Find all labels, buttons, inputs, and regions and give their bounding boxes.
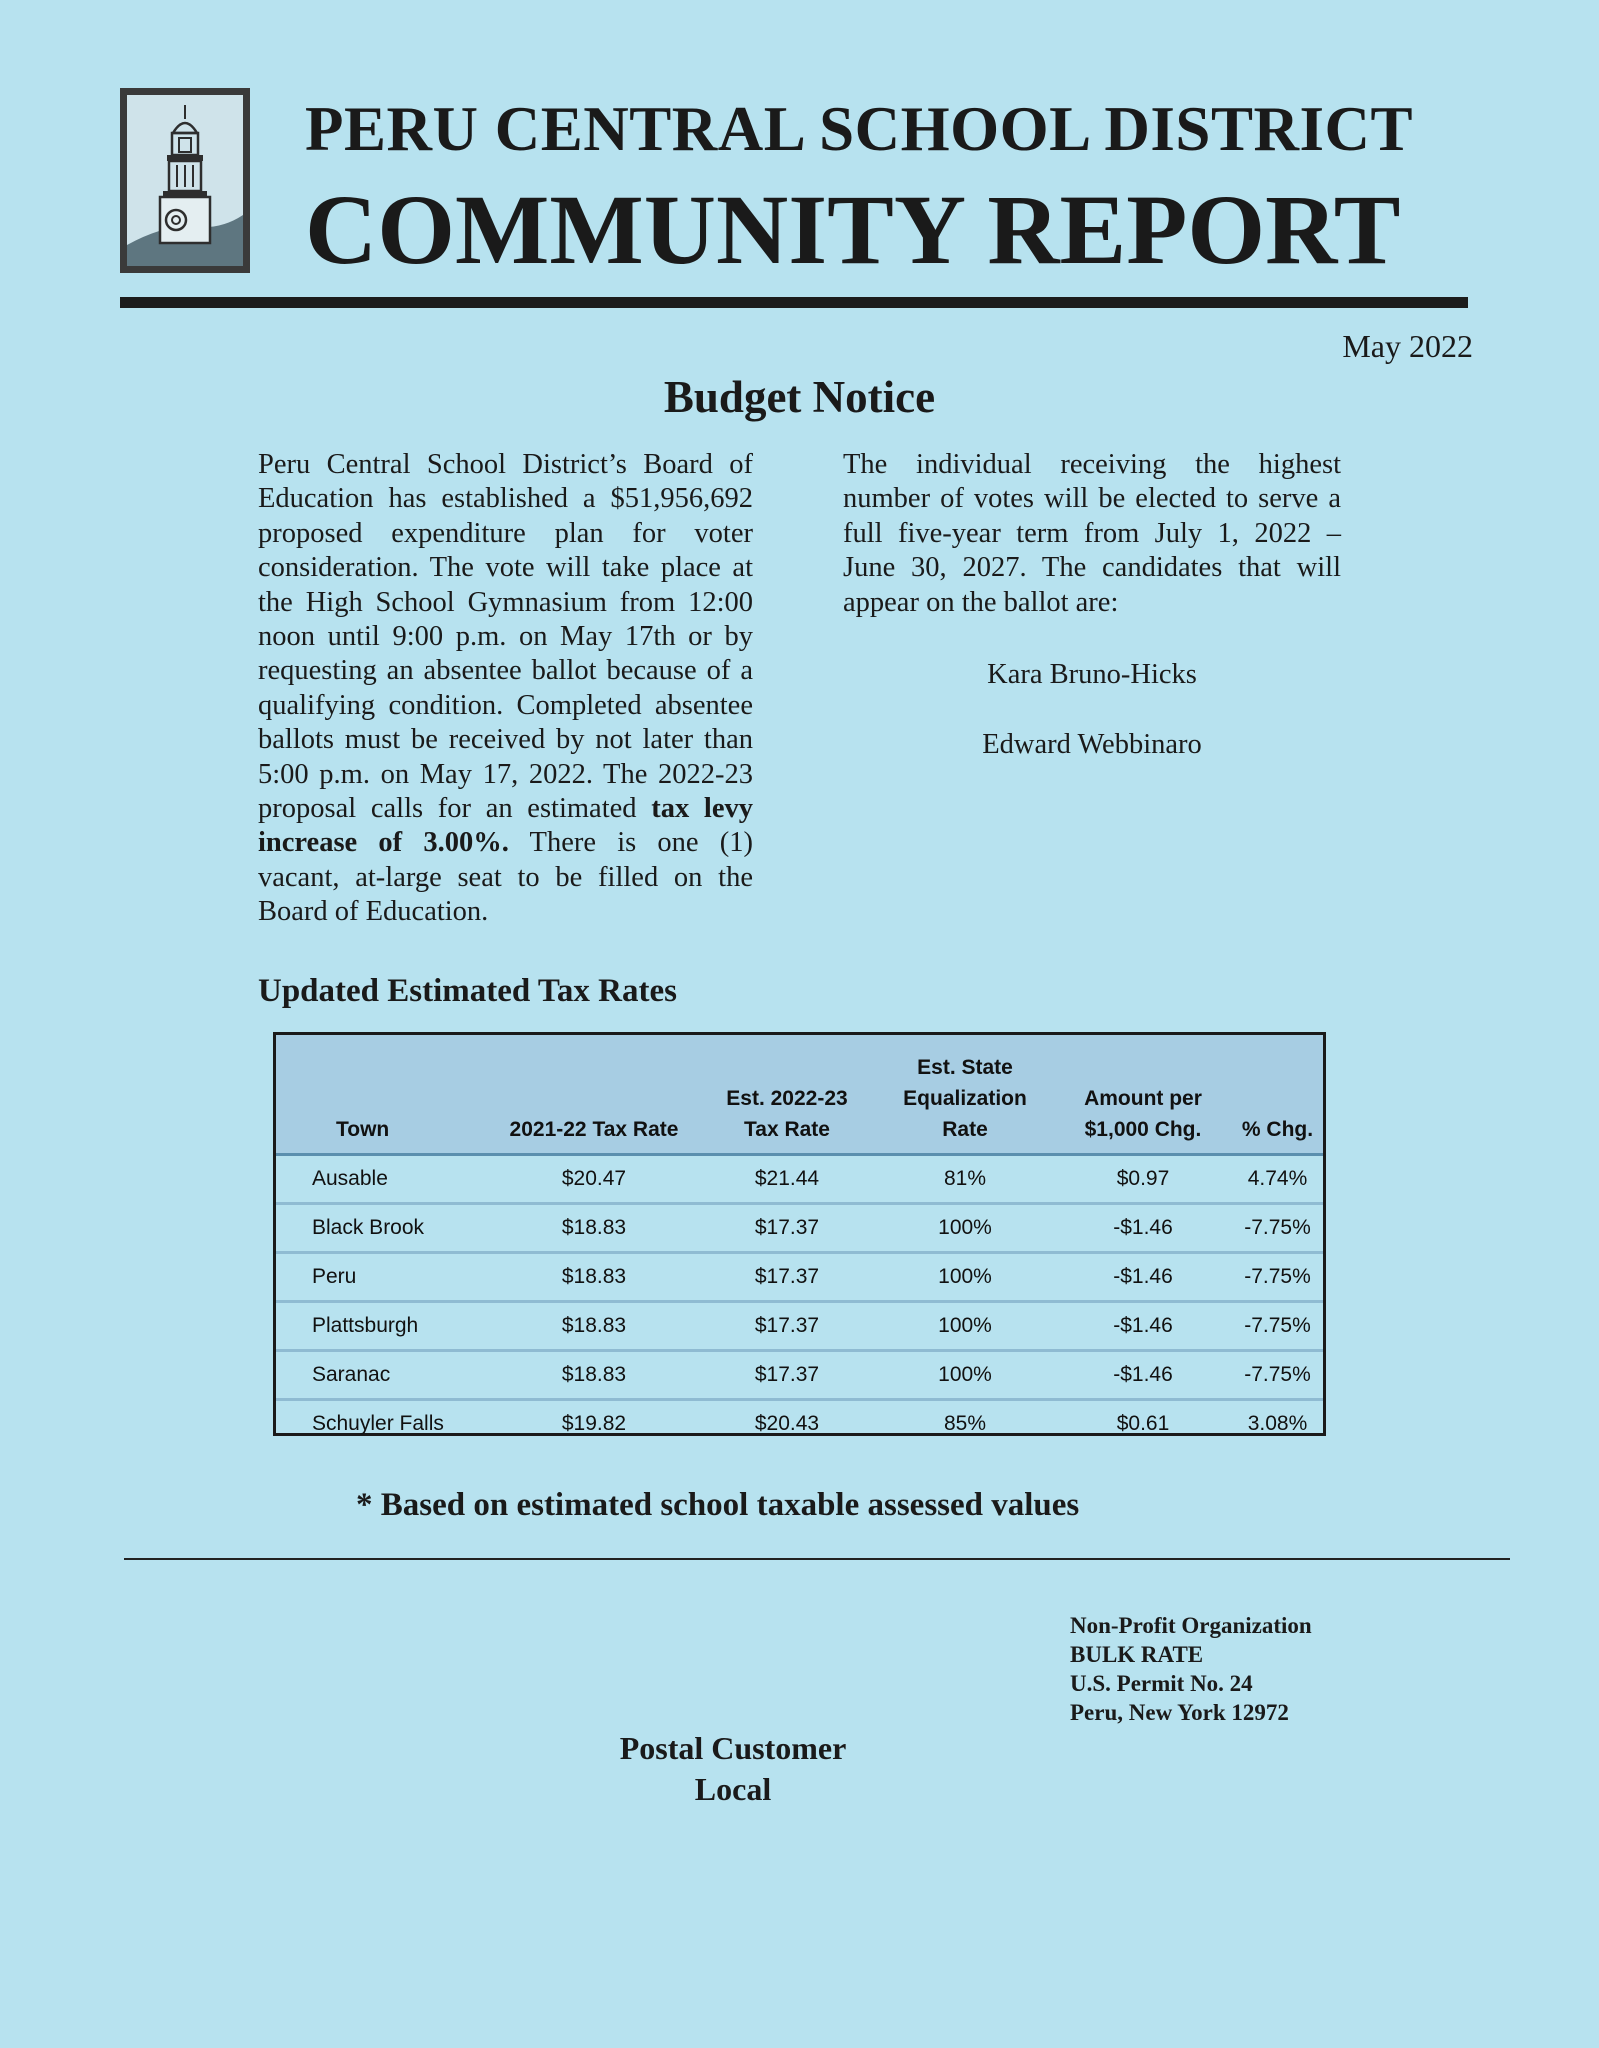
tax-rates-table xyxy=(273,1032,1326,1436)
cell-town: Black Brook xyxy=(276,1204,490,1253)
tax-levy-highlight: tax levy increase of 3.00%. xyxy=(258,793,753,859)
budget-notice-right-column: The individual receiving the highest number of votes will be elected to serve a full five-year term from July 1, 2022 – June 30, 2027. The candidates that will appear on the ballot are: xyxy=(843,449,1341,618)
issue-date: May 2022 xyxy=(1342,328,1473,364)
budget-notice-left-column xyxy=(258,448,753,930)
report-title: COMMUNITY REPORT xyxy=(305,174,1401,285)
cell-pct-change: 4.74% xyxy=(1232,1155,1323,1204)
cell-rate-2022-23: $21.44 xyxy=(698,1155,876,1204)
district-name: PERU CENTRAL SCHOOL DISTRICT xyxy=(305,94,1414,164)
header-town: Town xyxy=(276,1035,490,1155)
cell-rate-2021-22: $18.83 xyxy=(490,1204,698,1253)
cell-town: Peru xyxy=(276,1253,490,1302)
table-row xyxy=(276,1155,1323,1204)
header-pct-change: % Chg. xyxy=(1232,1035,1323,1155)
tax-rates-title: Updated Estimated Tax Rates xyxy=(258,973,677,1009)
recipient-line: Local xyxy=(694,1771,772,1807)
table-row xyxy=(276,1351,1323,1400)
cell-pct-change: -7.75% xyxy=(1232,1351,1323,1400)
header-rate-2021-22: 2021-22 Tax Rate xyxy=(490,1035,698,1155)
cell-amount-per-1000: -$1.46 xyxy=(1054,1204,1232,1253)
header-divider xyxy=(120,297,1468,308)
cell-amount-per-1000: $0.61 xyxy=(1116,1412,1170,1435)
postal-indicia xyxy=(1070,1611,1312,1727)
table-footnote: * Based on estimated school taxable assessed values xyxy=(356,1487,1080,1523)
candidate-name: Kara Bruno-Hicks xyxy=(987,659,1197,690)
left-text-part-2: There is one (1) vacant, at-large seat to be filled on the Board of Education. xyxy=(258,827,753,928)
indicia-line: Non-Profit Organization xyxy=(1070,1613,1312,1638)
cell-equalization-rate: 81% xyxy=(876,1155,1054,1204)
table-row xyxy=(276,1400,1323,1448)
header-amount-per-1000: Amount per $1,000 Chg. xyxy=(1054,1035,1232,1155)
cell-equalization-rate: 100% xyxy=(876,1302,1054,1351)
indicia-line: BULK RATE xyxy=(1070,1642,1204,1667)
cell-rate-2022-23: $17.37 xyxy=(698,1302,876,1351)
cell-amount-per-1000: -$1.46 xyxy=(1054,1302,1232,1351)
table-row xyxy=(276,1302,1323,1351)
cell-rate-2022-23: $17.37 xyxy=(698,1204,876,1253)
cell-equalization-rate: 100% xyxy=(876,1253,1054,1302)
table-row xyxy=(276,1253,1323,1302)
cell-rate-2021-22: $18.83 xyxy=(490,1253,698,1302)
bell-tower-icon xyxy=(127,95,243,266)
cell-pct-change: -7.75% xyxy=(1232,1302,1323,1351)
cell-amount-per-1000: -$1.46 xyxy=(1054,1253,1232,1302)
header-rate-2022-23: Est. 2022-23 Tax Rate xyxy=(698,1035,876,1155)
cell-pct-change: -7.75% xyxy=(1232,1204,1323,1253)
cell-town: Plattsburgh xyxy=(276,1302,490,1351)
cell-rate-2021-22: $20.47 xyxy=(490,1155,698,1204)
cell-amount-per-1000: $0.97 xyxy=(1054,1155,1232,1204)
budget-notice-title: Budget Notice xyxy=(663,372,936,422)
footer-divider xyxy=(124,1558,1510,1560)
cell-town: Saranac xyxy=(276,1351,490,1400)
header-equalization-rate: Est. State Equalization Rate xyxy=(876,1035,1054,1155)
left-text-part-1: Peru Central School District’s Board of Education has established a $51,956,692 proposed expenditure plan for voter consideration. The vote will take place at the High School Gymnasium from 12:00 noon until 9:00 p.m. on May 17th or by requesting an absentee ballot because of a qualifying condition. Completed absentee ballots must be received by not later than 5:00 p.m. on May 17, 2022. The 2022-23 proposal calls for an estimated xyxy=(258,449,753,825)
indicia-line: Peru, New York 12972 xyxy=(1070,1700,1289,1725)
cell-town: Ausable xyxy=(276,1155,490,1204)
table-header-row xyxy=(276,1035,1323,1155)
cell-equalization-rate: 85% xyxy=(943,1412,987,1435)
district-logo xyxy=(120,88,250,273)
cell-equalization-rate: 100% xyxy=(876,1204,1054,1253)
mail-recipient xyxy=(0,1728,1466,1810)
cell-rate-2022-23: $20.43 xyxy=(754,1412,820,1435)
cell-amount-per-1000: -$1.46 xyxy=(1054,1351,1232,1400)
candidate-name: Edward Webbinaro xyxy=(982,729,1202,760)
indicia-line: U.S. Permit No. 24 xyxy=(1070,1671,1253,1696)
recipient-line: Postal Customer xyxy=(619,1730,847,1766)
cell-rate-2022-23: $17.37 xyxy=(698,1351,876,1400)
cell-rate-2021-22: $18.83 xyxy=(490,1302,698,1351)
cell-rate-2021-22: $19.82 xyxy=(561,1412,627,1435)
cell-equalization-rate: 100% xyxy=(876,1351,1054,1400)
cell-rate-2021-22: $18.83 xyxy=(490,1351,698,1400)
cell-town: Schuyler Falls xyxy=(312,1412,444,1435)
cell-pct-change: -7.75% xyxy=(1232,1253,1323,1302)
cell-rate-2022-23: $17.37 xyxy=(698,1253,876,1302)
table-row xyxy=(276,1204,1323,1253)
cell-pct-change: 3.08% xyxy=(1247,1412,1308,1435)
